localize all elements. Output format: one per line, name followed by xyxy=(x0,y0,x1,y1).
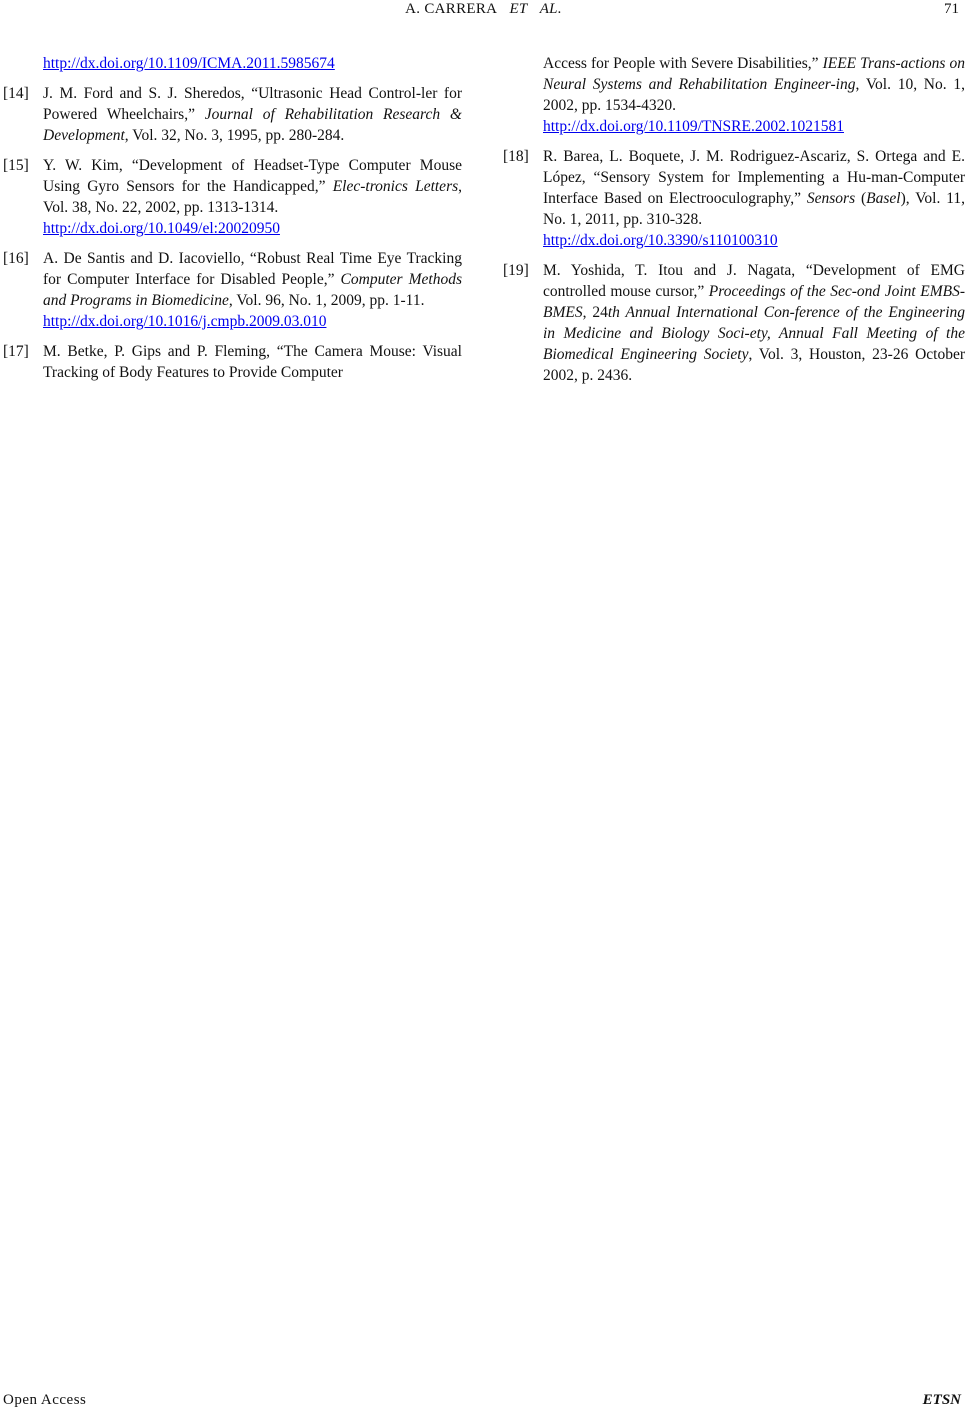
reference-mid: , 24 xyxy=(582,304,608,321)
reference-number: [17] xyxy=(3,343,29,360)
doi-link[interactable]: http://dx.doi.org/10.1109/TNSRE.2002.1021581 xyxy=(543,118,844,135)
page-header xyxy=(0,0,967,22)
reference-number: [16] xyxy=(3,250,29,267)
reference-journal: IEEE Trans-actions on Neural Systems and Rehabilitation Engineer-ing xyxy=(543,55,965,93)
reference-journal: Journal of Rehabilitation Research & Development xyxy=(43,106,462,144)
reference-15 xyxy=(3,155,462,239)
reference-authors: M. Betke, P. Gips and P. Fleming, “The Camera Mouse: Visual Tracking of Body Features to Provide Computer xyxy=(43,343,462,381)
running-title xyxy=(0,1,967,18)
reference-18 xyxy=(503,146,965,251)
reference-journal: Computer Methods and Programs in Biomedicine xyxy=(43,271,462,309)
reference-details: , Vol. 32, No. 3, 1995, pp. 280-284. xyxy=(124,127,345,144)
doi-link[interactable]: http://dx.doi.org/10.1049/el:20020950 xyxy=(43,220,280,237)
reference-journal-extra: th Annual International Con-ference of the Engineering in Medicine and Biology Soci-ety, Annual Fall Meeting of the Biomedical Engineering Society xyxy=(543,304,965,363)
doi-link[interactable]: http://dx.doi.org/10.3390/s110100310 xyxy=(543,232,778,249)
page-footer xyxy=(0,1392,967,1412)
reference-mid: ( xyxy=(855,190,867,207)
reference-17 xyxy=(3,341,462,383)
running-author: A. CARRERA xyxy=(405,1,498,17)
reference-authors: M. Yoshida, T. Itou and J. Nagata, “Development of EMG controlled mouse cursor,” xyxy=(543,262,965,300)
reference-journal: Proceedings of the Sec-ond Joint EMBS-BMES xyxy=(543,283,965,321)
footer-open-access: Open Access xyxy=(3,1392,87,1408)
reference-details: , Vol. 3, Houston, 23-26 October 2002, p. 2436. xyxy=(543,346,965,384)
reference-details: , Vol. 96, No. 1, 2009, pp. 1-11. xyxy=(228,292,425,309)
reference-17-continuation xyxy=(503,53,965,137)
left-column xyxy=(3,53,462,383)
page-number: 71 xyxy=(944,1,959,17)
reference-19 xyxy=(503,260,965,386)
reference-number: [14] xyxy=(3,85,29,102)
reference-number: [15] xyxy=(3,157,29,174)
reference-13-continuation xyxy=(3,53,462,74)
doi-link[interactable]: http://dx.doi.org/10.1109/ICMA.2011.5985674 xyxy=(43,55,335,72)
reference-14 xyxy=(3,83,462,146)
reference-number: [18] xyxy=(503,148,529,165)
reference-authors: A. De Santis and D. Iacoviello, “Robust Real Time Eye Tracking for Computer Interface for Disabled People,” xyxy=(43,250,462,288)
reference-details: , Vol. 10, No. 1, 2002, pp. 1534-4320. xyxy=(543,76,965,114)
reference-journal-extra: Basel xyxy=(866,190,901,207)
running-al: AL. xyxy=(539,1,562,17)
right-column xyxy=(503,53,965,386)
reference-number: [19] xyxy=(503,262,529,279)
running-et: ET xyxy=(509,1,528,17)
reference-text: Access for People with Severe Disabilities,” xyxy=(543,55,823,72)
doi-link[interactable]: http://dx.doi.org/10.1016/j.cmpb.2009.03.010 xyxy=(43,313,327,330)
footer-journal-abbrev: ETSN xyxy=(922,1392,961,1408)
reference-journal: Elec-tronics Letters xyxy=(332,178,459,195)
reference-16 xyxy=(3,248,462,332)
reference-authors: R. Barea, L. Boquete, J. M. Rodriguez-Ascariz, S. Ortega and E. López, “Sensory System for Implementing a Hu-man-Computer Interface Based on Electrooculography,” xyxy=(543,148,965,207)
reference-authors: Y. W. Kim, “Development of Headset-Type Computer Mouse Using Gyro Sensors for the Handicapped,” xyxy=(43,157,462,195)
reference-details: , Vol. 38, No. 22, 2002, pp. 1313-1314. xyxy=(43,178,463,216)
reference-details: ), Vol. 11, No. 1, 2011, pp. 310-328. xyxy=(543,190,965,228)
reference-authors: J. M. Ford and S. J. Sheredos, “Ultrasonic Head Control-ler for Powered Wheelchairs,” xyxy=(43,85,462,123)
reference-journal: Sensors xyxy=(806,190,856,207)
